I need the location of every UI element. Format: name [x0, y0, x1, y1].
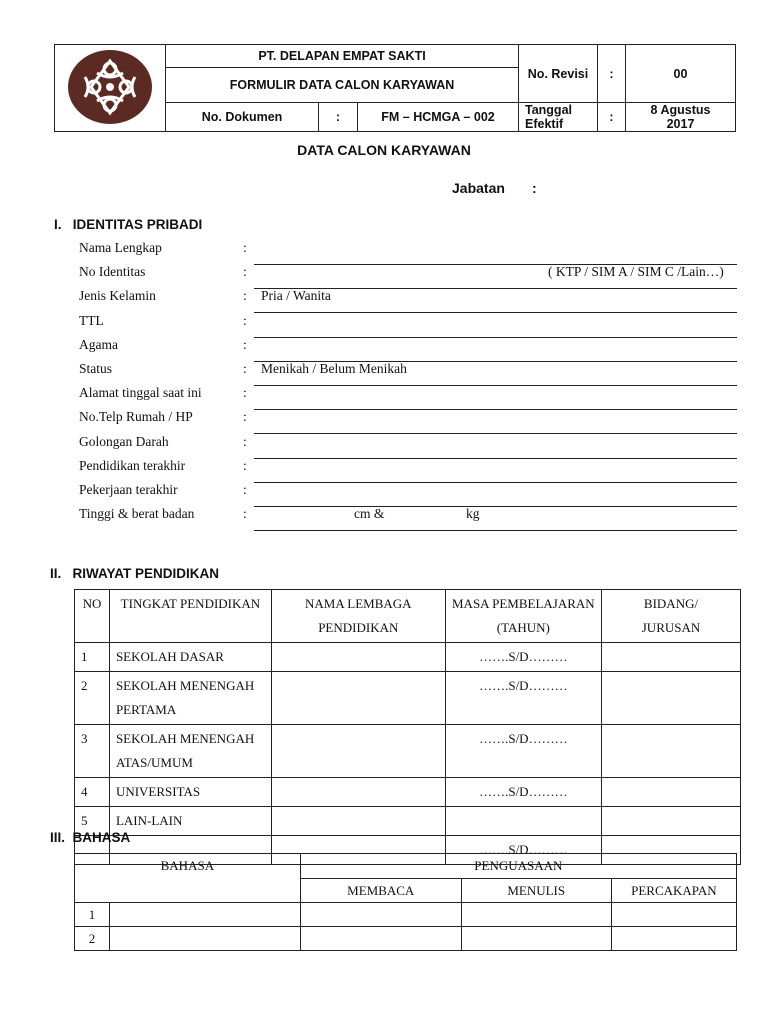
header-institution-line2: PENDIDIKAN — [318, 620, 399, 635]
field-label: Pendidikan terakhir — [79, 458, 186, 473]
field-input-line[interactable] — [254, 433, 737, 434]
writing-cell[interactable] — [461, 903, 611, 927]
language-header-row-1 — [75, 854, 737, 879]
language-name-cell[interactable] — [110, 927, 301, 951]
document-header — [54, 44, 736, 132]
field-colon: : — [243, 409, 247, 424]
row-level — [109, 807, 271, 836]
field-colon: : — [243, 361, 247, 376]
row-level-line2: ATAS/UMUM — [115, 755, 193, 770]
effective-date-colon: : — [598, 103, 626, 132]
language-row-no: 1 — [75, 903, 110, 927]
field-label: Tinggi & berat badan — [79, 506, 195, 521]
row-institution-cell[interactable] — [271, 643, 445, 672]
effective-date-label — [519, 103, 598, 132]
education-row — [75, 778, 741, 807]
doc-number-colon: : — [319, 103, 358, 132]
row-level — [109, 672, 271, 725]
writing-cell[interactable] — [461, 927, 611, 951]
row-institution-cell[interactable] — [271, 778, 445, 807]
row-major-cell[interactable] — [602, 778, 741, 807]
row-institution-cell[interactable] — [271, 725, 445, 778]
row-level-line1: SEKOLAH DASAR — [115, 649, 224, 664]
doc-number-label: No. Dokumen — [166, 103, 319, 132]
field-colon: : — [243, 240, 247, 255]
effective-date-label-line2: Efektif — [525, 117, 564, 131]
doc-number-value: FM – HCMGA – 002 — [358, 103, 519, 132]
field-colon: : — [243, 288, 247, 303]
reading-cell[interactable] — [300, 927, 461, 951]
company-name: PT. DELAPAN EMPAT SAKTI — [166, 45, 519, 68]
revision-label: No. Revisi — [519, 45, 598, 103]
row-no: 5 — [75, 807, 110, 836]
row-major-cell[interactable] — [602, 725, 741, 778]
field-label: Nama Lengkap — [79, 240, 162, 255]
form-title: FORMULIR DATA CALON KARYAWAN — [166, 68, 519, 103]
education-row — [75, 807, 741, 836]
header-reading: MEMBACA — [300, 878, 461, 903]
row-period[interactable]: …….S/D……… — [445, 643, 601, 672]
language-name-cell[interactable] — [110, 903, 301, 927]
field-value: Menikah / Belum Menikah — [261, 361, 407, 376]
height-unit: cm & — [354, 506, 385, 521]
field-input-line[interactable] — [254, 482, 737, 483]
section-personal-identity-title: I. IDENTITAS PRIBADI — [54, 217, 203, 232]
section-education-title: II. RIWAYAT PENDIDIKAN — [50, 566, 220, 581]
header-major-line2: JURUSAN — [641, 620, 701, 635]
effective-date-line1: 8 Agustus — [650, 103, 711, 117]
header-period — [445, 590, 601, 643]
section-language-title: III. BAHASA — [50, 830, 131, 845]
row-no: 4 — [75, 778, 110, 807]
row-level-line1: LAIN-LAIN — [115, 813, 183, 828]
field-colon: : — [243, 506, 247, 521]
row-major-cell[interactable] — [602, 672, 741, 725]
field-input-line[interactable] — [254, 337, 737, 338]
header-institution-line1: NAMA LEMBAGA — [305, 596, 412, 611]
row-no: 3 — [75, 725, 110, 778]
field-colon: : — [243, 264, 247, 279]
field-input-line[interactable] — [254, 385, 737, 386]
position-colon: : — [532, 180, 537, 196]
field-label: Pekerjaan terakhir — [79, 482, 178, 497]
field-value: Pria / Wanita — [261, 288, 331, 303]
header-period-line2: (TAHUN) — [496, 620, 550, 635]
revision-colon: : — [598, 45, 626, 103]
field-colon: : — [243, 313, 247, 328]
row-no: 1 — [75, 643, 110, 672]
language-row-no: 2 — [75, 927, 110, 951]
row-level-line1: UNIVERSITAS — [115, 784, 201, 799]
header-period-line1: MASA PEMBELAJARAN — [452, 596, 595, 611]
row-level — [109, 643, 271, 672]
effective-date-value — [626, 103, 736, 132]
row-institution-cell[interactable] — [271, 807, 445, 836]
language-row — [75, 927, 737, 951]
page-title: DATA CALON KARYAWAN — [297, 142, 471, 158]
row-level — [109, 725, 271, 778]
field-label: Status — [79, 361, 113, 376]
header-language: BAHASA — [75, 854, 301, 903]
header-major-line1: BIDANG/ — [643, 596, 699, 611]
field-colon: : — [243, 434, 247, 449]
row-period[interactable] — [445, 807, 601, 836]
language-row — [75, 903, 737, 927]
field-label: Agama — [79, 337, 118, 352]
row-level-line1: SEKOLAH MENENGAH — [115, 678, 255, 693]
effective-date-label-line1: Tanggal — [525, 103, 572, 117]
row-major-cell[interactable] — [602, 807, 741, 836]
education-table — [74, 589, 741, 865]
row-period[interactable]: …….S/D……… — [445, 778, 601, 807]
row-period[interactable]: …….S/D……… — [445, 725, 601, 778]
row-period[interactable]: …….S/D……… — [445, 672, 601, 725]
header-institution — [271, 590, 445, 643]
field-label: No Identitas — [79, 264, 146, 279]
position-label: Jabatan — [452, 180, 505, 196]
speaking-cell[interactable] — [611, 927, 736, 951]
field-colon: : — [243, 337, 247, 352]
row-institution-cell[interactable] — [271, 672, 445, 725]
header-writing: MENULIS — [461, 878, 611, 903]
weight-unit: kg — [466, 506, 480, 521]
field-note: ( KTP / SIM A / SIM C /Lain…) — [548, 264, 724, 279]
effective-date-line2: 2017 — [666, 117, 695, 131]
field-label: Golongan Darah — [79, 434, 169, 449]
header-mastery: PENGUASAAN — [300, 854, 736, 879]
row-major-cell[interactable] — [602, 643, 741, 672]
field-label: No.Telp Rumah / HP — [79, 409, 193, 424]
header-level: TINGKAT PENDIDIKAN — [109, 590, 271, 643]
field-input-line[interactable] — [254, 530, 737, 531]
reading-cell[interactable] — [300, 903, 461, 927]
field-label: Alamat tinggal saat ini — [79, 385, 202, 400]
field-input-line[interactable] — [254, 506, 737, 507]
education-header-row — [75, 590, 741, 643]
field-colon: : — [243, 385, 247, 400]
row-level-line2: PERTAMA — [115, 702, 177, 717]
row-level-line1: SEKOLAH MENENGAH — [115, 731, 255, 746]
education-row — [75, 672, 741, 725]
field-colon: : — [243, 482, 247, 497]
language-table — [74, 853, 737, 951]
field-label: TTL — [79, 313, 104, 328]
revision-value: 00 — [626, 45, 736, 103]
row-no: 2 — [75, 672, 110, 725]
header-no: NO — [75, 590, 110, 643]
header-speaking: PERCAKAPAN — [611, 878, 736, 903]
field-input-line[interactable] — [254, 312, 737, 313]
row-period[interactable]: …….S/D……… — [445, 836, 601, 865]
education-row — [75, 643, 741, 672]
field-label: Jenis Kelamin — [79, 288, 156, 303]
logo-cell — [55, 45, 166, 132]
education-row — [75, 725, 741, 778]
field-colon: : — [243, 458, 247, 473]
field-input-line[interactable] — [254, 458, 737, 459]
row-level — [109, 778, 271, 807]
company-logo — [67, 49, 153, 125]
header-major — [602, 590, 741, 643]
field-input-line[interactable] — [254, 409, 737, 410]
speaking-cell[interactable] — [611, 903, 736, 927]
